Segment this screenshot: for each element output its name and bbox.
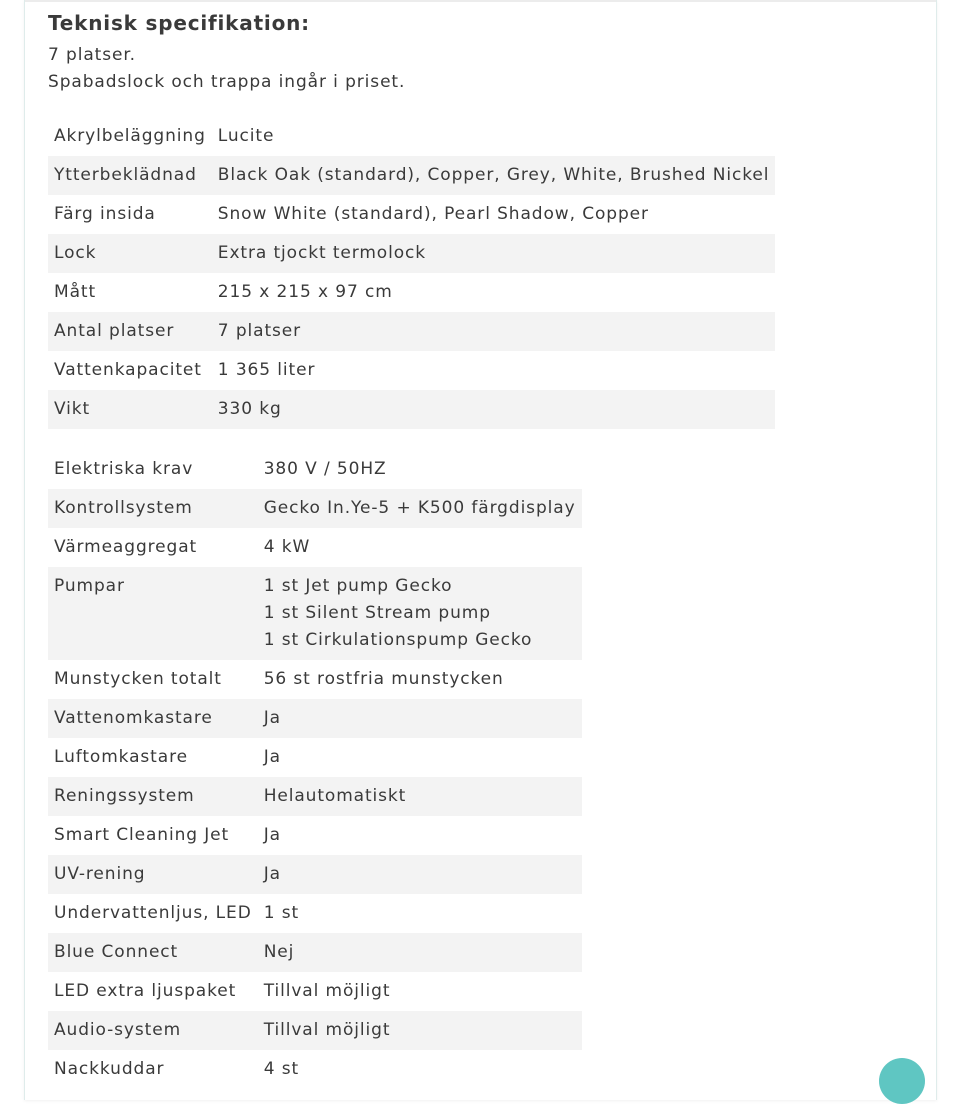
spec-value-line: Ja: [263, 825, 281, 845]
spec-label: Pumpar: [54, 576, 125, 596]
spec-value: [218, 117, 770, 156]
spec-value-line: 7 platser: [217, 321, 302, 341]
spec-value-cell: [258, 855, 582, 894]
spec-value: [264, 567, 576, 660]
spec-row: [48, 195, 775, 234]
spec-value: [264, 816, 576, 855]
spec-value-line: Nej: [263, 942, 295, 962]
spec-row: [48, 933, 582, 972]
spec-label: UV-rening: [54, 864, 146, 884]
spec-row: [48, 738, 582, 777]
spec-value-cell: [258, 567, 582, 660]
spec-value: [264, 894, 576, 933]
spec-value-cell: [258, 777, 582, 816]
spec-value-cell: [258, 1011, 582, 1050]
spec-value-cell: [258, 450, 582, 489]
spec-label-cell: [48, 972, 258, 1011]
spec-label-cell: [48, 450, 258, 489]
spec-value-line: 1 st Silent Stream pump: [263, 603, 491, 623]
spec-row: [48, 699, 582, 738]
spec-value-cell: [212, 351, 776, 390]
spec-label: Värmeaggregat: [54, 537, 198, 557]
spec-label-cell: [48, 195, 212, 234]
spec-label: Vattenomkastare: [54, 708, 213, 728]
spec-value-line: 1 st: [263, 903, 300, 923]
spec-label-cell: [48, 351, 212, 390]
spec-value-line: Black Oak (standard), Copper, Grey, White, Brushed Nickel: [217, 165, 770, 185]
spec-row: [48, 567, 582, 660]
spec-value: [218, 312, 770, 351]
spec-row: [48, 489, 582, 528]
spec-value: [264, 660, 576, 699]
spec-label-cell: [48, 234, 212, 273]
spec-value: [264, 933, 576, 972]
spec-value-cell: [258, 972, 582, 1011]
spec-value-line: Ja: [263, 708, 281, 728]
spec-label: Nackkuddar: [54, 1059, 165, 1079]
spec-value-cell: [258, 816, 582, 855]
spec-row: [48, 1050, 582, 1089]
spec-value-line: Tillval möjligt: [263, 981, 391, 1001]
spec-label: Luftomkastare: [54, 747, 188, 767]
intro-line: 7 platser.: [48, 45, 136, 65]
spec-value-cell: [258, 1050, 582, 1089]
spec-label-cell: [48, 156, 212, 195]
spec-value-line: Ja: [263, 747, 281, 767]
spec-value: [218, 234, 770, 273]
spec-value-line: Lucite: [217, 126, 275, 146]
spec-row: [48, 972, 582, 1011]
spec-table-general: [48, 117, 775, 429]
spec-label: Elektriska krav: [54, 459, 194, 479]
spec-value-cell: [212, 117, 776, 156]
spec-heading: Teknisk specifikation:: [48, 11, 310, 35]
intro-line: Spabadslock och trappa ingår i priset.: [48, 72, 406, 92]
spec-value-cell: [212, 195, 776, 234]
spec-row: [48, 156, 775, 195]
spec-value-line: 330 kg: [217, 399, 282, 419]
spec-label-cell: [48, 816, 258, 855]
spec-label: Undervattenljus, LED: [54, 903, 252, 923]
spec-value: [218, 351, 770, 390]
spec-value-cell: [212, 390, 776, 429]
spec-label: Vattenkapacitet: [54, 360, 202, 380]
spec-row: [48, 390, 775, 429]
spec-value: [218, 390, 770, 429]
spec-label: Mått: [54, 282, 97, 302]
spec-table-technical: [48, 450, 582, 1089]
spec-value: [264, 1050, 576, 1089]
spec-label: Blue Connect: [54, 942, 179, 962]
spec-value-line: 4 kW: [263, 537, 311, 557]
spec-row: [48, 855, 582, 894]
chat-bubble-button[interactable]: [879, 1058, 925, 1104]
spec-value: [264, 738, 576, 777]
spec-label-cell: [48, 777, 258, 816]
spec-row: [48, 273, 775, 312]
spec-label-cell: [48, 528, 258, 567]
spec-value: [264, 528, 576, 567]
spec-value-line: 215 x 215 x 97 cm: [217, 282, 393, 302]
spec-row: [48, 312, 775, 351]
spec-value: [264, 450, 576, 489]
spec-value-cell: [258, 489, 582, 528]
spec-label-cell: [48, 894, 258, 933]
spec-label-cell: [48, 273, 212, 312]
spec-value-line: 56 st rostfria munstycken: [263, 669, 504, 689]
spec-value-cell: [212, 156, 776, 195]
spec-value: [264, 855, 576, 894]
spec-value-line: Tillval möjligt: [263, 1020, 391, 1040]
spec-label-cell: [48, 1050, 258, 1089]
spec-label-cell: [48, 117, 212, 156]
spec-value-cell: [258, 894, 582, 933]
spec-label-cell: [48, 738, 258, 777]
spec-value-line: 4 st: [263, 1059, 300, 1079]
spec-value: [264, 489, 576, 528]
spec-row: [48, 234, 775, 273]
spec-value: [264, 1011, 576, 1050]
spec-row: [48, 351, 775, 390]
spec-label: LED extra ljuspaket: [54, 981, 237, 1001]
spec-value-cell: [258, 699, 582, 738]
spec-label-cell: [48, 489, 258, 528]
spec-label: Smart Cleaning Jet: [54, 825, 230, 845]
spec-value-cell: [258, 660, 582, 699]
spec-value-line: 380 V / 50HZ: [263, 459, 387, 479]
spec-value: [218, 195, 770, 234]
spec-label: Antal platser: [54, 321, 175, 341]
spec-row: [48, 117, 775, 156]
spec-value-line: 1 365 liter: [217, 360, 316, 380]
spec-value-line: Ja: [263, 864, 281, 884]
spec-label-cell: [48, 312, 212, 351]
spec-label-cell: [48, 933, 258, 972]
spec-row: [48, 450, 582, 489]
spec-label: Färg insida: [54, 204, 156, 224]
spec-label: Vikt: [54, 399, 91, 419]
spec-row: [48, 660, 582, 699]
spec-row: [48, 528, 582, 567]
spec-value-cell: [212, 234, 776, 273]
spec-value-line: Extra tjockt termolock: [217, 243, 427, 263]
spec-row: [48, 816, 582, 855]
spec-value-cell: [212, 312, 776, 351]
spec-value-line: 1 st Cirkulationspump Gecko: [263, 630, 533, 650]
spec-label: Akrylbeläggning: [54, 126, 206, 146]
spec-row: [48, 894, 582, 933]
spec-label: Lock: [54, 243, 97, 263]
spec-value: [218, 156, 770, 195]
spec-value-cell: [258, 528, 582, 567]
spec-value: [264, 972, 576, 1011]
spec-value-cell: [212, 273, 776, 312]
spec-label-cell: [48, 1011, 258, 1050]
spec-value-line: 1 st Jet pump Gecko: [263, 576, 453, 596]
spec-value-line: Helautomatiskt: [263, 786, 407, 806]
spec-row: [48, 1011, 582, 1050]
spec-label: Reningssystem: [54, 786, 195, 806]
spec-value-cell: [258, 933, 582, 972]
spec-label-cell: [48, 855, 258, 894]
spec-label-cell: [48, 699, 258, 738]
spec-label-cell: [48, 390, 212, 429]
spec-value: [218, 273, 770, 312]
spec-label-cell: [48, 660, 258, 699]
spec-label: Audio-system: [54, 1020, 182, 1040]
spec-value: [264, 699, 576, 738]
spec-intro: [48, 42, 405, 96]
spec-value-cell: [258, 738, 582, 777]
spec-label: Kontrollsystem: [54, 498, 193, 518]
spec-label-cell: [48, 567, 258, 660]
spec-row: [48, 777, 582, 816]
spec-value: [264, 777, 576, 816]
spec-label: Ytterbeklädnad: [54, 165, 197, 185]
spec-value-line: Snow White (standard), Pearl Shadow, Copper: [217, 204, 649, 224]
spec-label: Munstycken totalt: [54, 669, 222, 689]
spec-value-line: Gecko In.Ye-5 + K500 färgdisplay: [263, 498, 576, 518]
